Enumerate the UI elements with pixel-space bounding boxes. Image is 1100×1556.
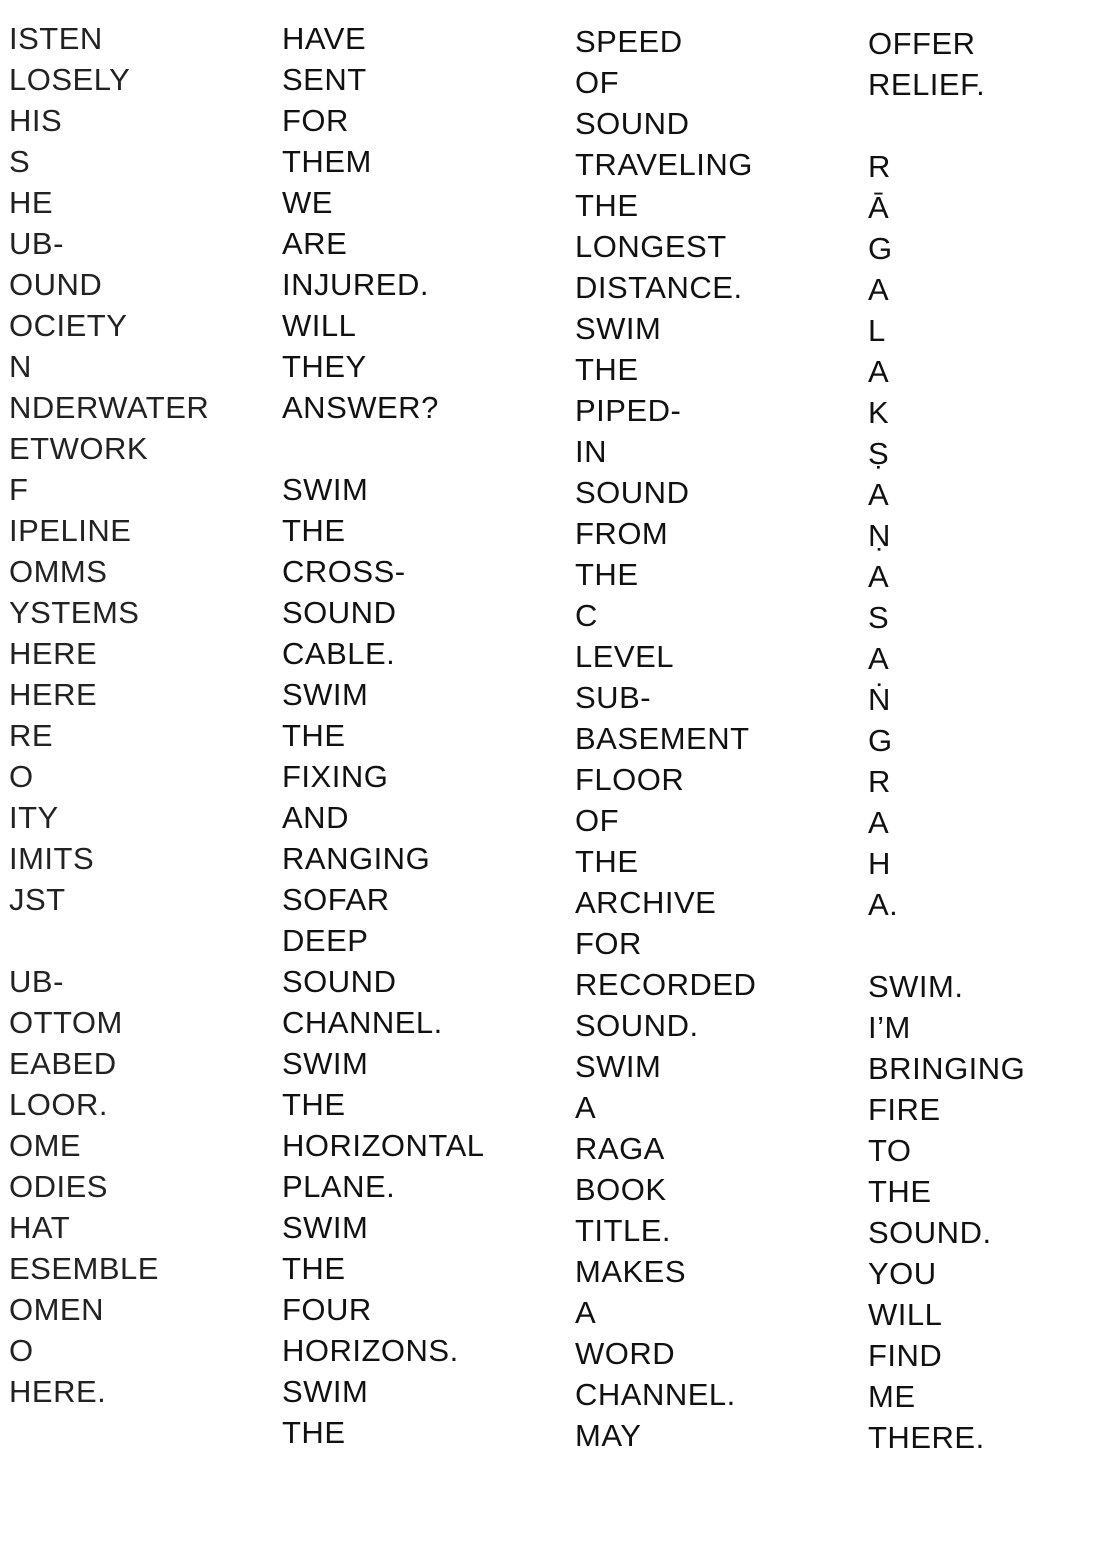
poem-line: IMITS [9, 841, 95, 876]
poem-line: FIRE [868, 1092, 941, 1127]
poem-line: BRINGING [868, 1051, 1026, 1086]
poem-line: RANGING [282, 841, 431, 876]
poem-line: A. [868, 887, 899, 922]
poem-line: A [868, 477, 890, 512]
text-column-4 [868, 23, 1025, 1458]
poem-line: OMMS [9, 554, 108, 589]
poem-line: SWIM. [868, 969, 964, 1004]
poem-line: FLOOR [575, 762, 685, 797]
poem-line: CROSS- [282, 554, 406, 589]
poem-line: SOUND [575, 475, 690, 510]
poem-line: WILL [282, 308, 357, 343]
poem-line: FIND [868, 1338, 943, 1373]
poem-line: RE [9, 718, 54, 753]
poem-line: SWIM [282, 1374, 369, 1409]
poem-line [868, 105, 1025, 146]
poem-line: SOUND [282, 964, 397, 999]
poem-line: A [575, 1090, 597, 1125]
poem-line: H [868, 846, 891, 881]
poem-line: HORIZONTAL [282, 1128, 485, 1163]
poem-line: FOR [282, 103, 349, 138]
poem-line: A [868, 559, 890, 594]
poem-line: SWIM [282, 677, 369, 712]
poem-line: WE [282, 185, 333, 220]
poem-line: BASEMENT [575, 721, 750, 756]
poem-line: OF [575, 65, 620, 100]
poem-line: Ā [868, 190, 890, 225]
poem-line: AND [282, 800, 349, 835]
text-column-1 [9, 18, 209, 1412]
poem-line: A [868, 805, 890, 840]
poem-line: YSTEMS [9, 595, 140, 630]
poem-line: TRAVELING [575, 147, 753, 182]
poem-line: SWIM [575, 311, 662, 346]
poem-line: S [868, 600, 890, 635]
poem-line: WILL [868, 1297, 943, 1332]
poem-line: Ṅ [868, 682, 891, 717]
poem-line: N [9, 349, 32, 384]
poem-line: THE [575, 188, 639, 223]
poem-line: C [575, 598, 598, 633]
poem-line: O [9, 1333, 34, 1368]
poem-line: NDERWATER [9, 390, 210, 425]
poem-line: FIXING [282, 759, 389, 794]
text-column-2 [282, 18, 485, 1453]
poem-line: UB- [9, 964, 64, 999]
poem-line: THE [282, 1251, 346, 1286]
poem-line: MAY [575, 1418, 642, 1453]
poem-line: TO [868, 1133, 912, 1168]
poem-line: Ṣ [868, 436, 890, 471]
poem-line: SWIM [282, 472, 369, 507]
poem-line: SOFAR [282, 882, 390, 917]
poem-line: THE [282, 1415, 346, 1450]
poem-line: PLANE. [282, 1169, 396, 1204]
poem-line: WORD [575, 1336, 676, 1371]
poem-line: OFFER [868, 26, 976, 61]
poem-line: ARCHIVE [575, 885, 717, 920]
poem-line: HAVE [282, 21, 367, 56]
poem-line: ME [868, 1379, 916, 1414]
poem-line: THE [282, 1087, 346, 1122]
poem-line: LOOR. [9, 1087, 108, 1122]
poem-line: IPELINE [9, 513, 132, 548]
poem-line: SOUND. [868, 1215, 992, 1250]
poem-line: R [868, 149, 891, 184]
poem-line [868, 925, 1025, 966]
poem-line: BOOK [575, 1172, 667, 1207]
poem-line: K [868, 395, 890, 430]
poem-line: SWIM [282, 1046, 369, 1081]
poem-line [282, 428, 485, 469]
poem-line: F [9, 472, 29, 507]
poem-line: HORIZONS. [282, 1333, 459, 1368]
poem-line: ANSWER? [282, 390, 439, 425]
poem-line: OCIETY [9, 308, 128, 343]
poem-line: OTTOM [9, 1005, 123, 1040]
poem-line: A [868, 272, 890, 307]
poem-line: OUND [9, 267, 103, 302]
poem-line: HAT [9, 1210, 71, 1245]
poem-line: HERE. [9, 1374, 107, 1409]
poem-line: CHANNEL. [282, 1005, 443, 1040]
poem-line: THE [868, 1174, 932, 1209]
poem-line: MAKES [575, 1254, 687, 1289]
poem-line: SUB- [575, 680, 652, 715]
poem-line: DISTANCE. [575, 270, 743, 305]
poem-line: EABED [9, 1046, 117, 1081]
poem-line: CHANNEL. [575, 1377, 736, 1412]
poem-line: THERE. [868, 1420, 985, 1455]
poem-line: HE [9, 185, 54, 220]
poem-line: OME [9, 1128, 82, 1163]
poem-line: SOUND [575, 106, 690, 141]
poem-line: SPEED [575, 24, 683, 59]
poem-line: SWIM [282, 1210, 369, 1245]
poem-line: ETWORK [9, 431, 149, 466]
poem-line: PIPED- [575, 393, 682, 428]
poem-line [9, 920, 209, 961]
poem-line: THE [282, 718, 346, 753]
poem-line: SOUND [282, 595, 397, 630]
poem-line: FOUR [282, 1292, 372, 1327]
poem-line: Ṇ [868, 518, 891, 553]
poem-line: ISTEN [9, 21, 103, 56]
poem-line: LEVEL [575, 639, 675, 674]
poem-line: HERE [9, 677, 98, 712]
poem-line: OF [575, 803, 620, 838]
poem-line: UB- [9, 226, 64, 261]
poem-line: HERE [9, 636, 98, 671]
poem-line: ARE [282, 226, 348, 261]
poem-line: HIS [9, 103, 63, 138]
poem-line: S [9, 144, 31, 179]
poem-line: SENT [282, 62, 367, 97]
poem-line: FOR [575, 926, 642, 961]
poem-line: THE [575, 844, 639, 879]
poem-line: THE [575, 557, 639, 592]
poem-line: THEY [282, 349, 367, 384]
poem-line: IN [575, 434, 607, 469]
poem-line: R [868, 764, 891, 799]
poem-line: G [868, 231, 893, 266]
text-column-3 [575, 21, 756, 1456]
poem-line: SWIM [575, 1049, 662, 1084]
poem-line: RECORDED [575, 967, 757, 1002]
poem-line: RELIEF. [868, 67, 986, 102]
poem-line: JST [9, 882, 66, 917]
poem-line: L [868, 313, 886, 348]
poem-line: THE [575, 352, 639, 387]
poem-line: ITY [9, 800, 59, 835]
poem-line: LOSELY [9, 62, 131, 97]
poem-line: I’M [868, 1010, 911, 1045]
poem-line: A [868, 354, 890, 389]
poem-line: YOU [868, 1256, 937, 1291]
poem-line: SOUND. [575, 1008, 699, 1043]
poem-line: A [868, 641, 890, 676]
poem-line: O [9, 759, 34, 794]
poem-line: OMEN [9, 1292, 104, 1327]
poem-line: THEM [282, 144, 372, 179]
poem-line: CABLE. [282, 636, 396, 671]
poem-line: FROM [575, 516, 669, 551]
poem-line: A [575, 1295, 597, 1330]
poem-line: G [868, 723, 893, 758]
poem-line: ODIES [9, 1169, 108, 1204]
poem-line: LONGEST [575, 229, 727, 264]
poem-line: ESEMBLE [9, 1251, 159, 1286]
poem-line: TITLE. [575, 1213, 672, 1248]
poem-line: RAGA [575, 1131, 665, 1166]
poem-line: THE [282, 513, 346, 548]
poem-line: DEEP [282, 923, 369, 958]
poem-line: INJURED. [282, 267, 429, 302]
